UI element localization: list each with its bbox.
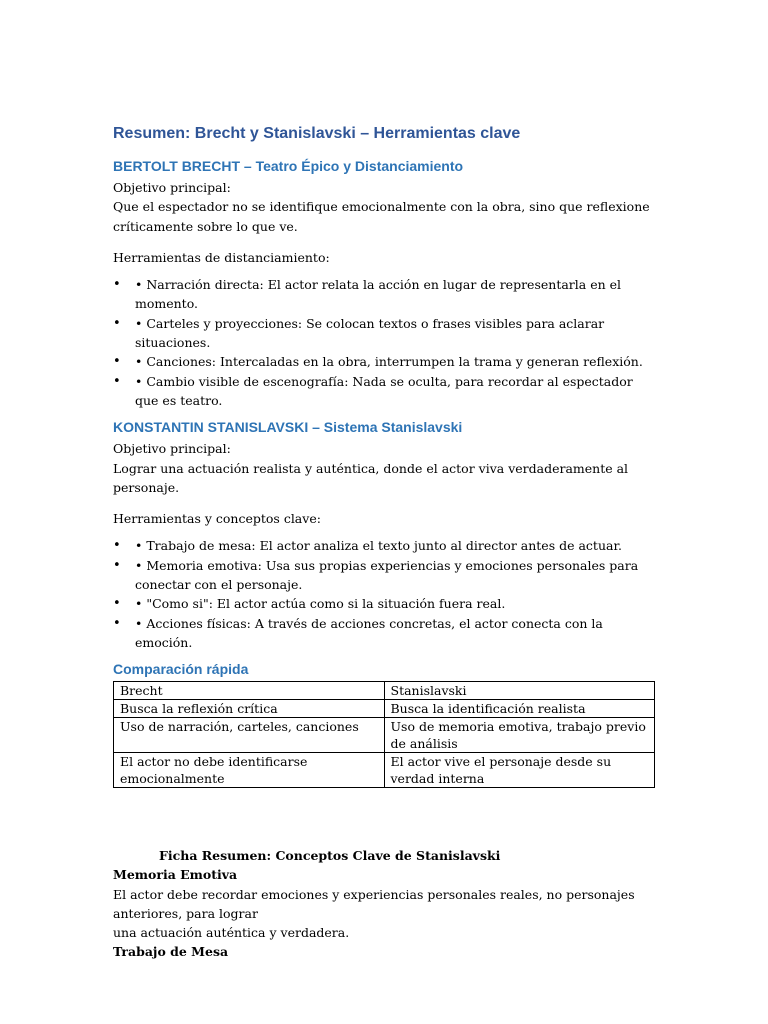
brecht-heading: BERTOLT BRECHT – Teatro Épico y Distanciamiento — [113, 158, 464, 174]
table-cell: Busca la reflexión crítica — [114, 700, 385, 718]
list-item: • • "Como si": El actor actúa como si la situación fuera real. — [113, 594, 653, 613]
stanislavski-objective-label: Objetivo principal: — [113, 441, 231, 457]
brecht-objective-text: Que el espectador no se identifique emocionalmente con la obra, sino que reflexione críticamente sobre lo que ve. — [113, 199, 650, 234]
table-row — [114, 718, 655, 753]
list-item: • • Cambio visible de escenografía: Nada se oculta, para recordar al espectador que es teatro. — [113, 372, 653, 411]
table-cell: Busca la identificación realista — [384, 700, 655, 718]
table-cell: El actor vive el personaje desde su verdad interna — [384, 753, 655, 788]
stanislavski-objective-text: Lograr una actuación realista y auténtica, donde el actor viva verdaderamente al personaje. — [113, 460, 629, 495]
table-cell: Brecht — [114, 682, 385, 700]
comparison-table — [113, 681, 655, 788]
comparison-heading: Comparación rápida — [113, 661, 249, 678]
document-content — [113, 124, 653, 962]
list-item: • • Carteles y proyecciones: Se colocan textos o frases visibles para aclarar situaciones. — [113, 314, 653, 353]
brecht-tools-list — [113, 275, 653, 410]
table-cell: Uso de memoria emotiva, trabajo previo de análisis — [384, 718, 655, 753]
stanislavski-tools-label: Herramientas y conceptos clave: — [113, 511, 321, 527]
ficha-title: Ficha Resumen: Conceptos Clave de Stanislavski — [159, 848, 501, 864]
memoria-emotiva-line-2: una actuación auténtica y verdadera. — [113, 925, 350, 941]
table-row — [114, 682, 655, 700]
brecht-tools-label: Herramientas de distanciamiento: — [113, 249, 330, 265]
list-item: • • Trabajo de mesa: El actor analiza el texto junto al director antes de actuar. — [113, 536, 653, 555]
list-item: • • Acciones físicas: A través de acciones concretas, el actor conecta con la emoción. — [113, 614, 653, 653]
stanislavski-heading: KONSTANTIN STANISLAVSKI – Sistema Stanislavski — [113, 419, 463, 436]
stanislavski-tools-list — [113, 536, 653, 652]
trabajo-de-mesa-heading: Trabajo de Mesa — [113, 944, 229, 960]
list-item: • • Canciones: Intercaladas en la obra, interrumpen la trama y generan reflexión. — [113, 352, 653, 371]
table-row — [114, 700, 655, 718]
list-item: • • Memoria emotiva: Usa sus propias experiencias y emociones personales para conectar con el personaje. — [113, 556, 653, 595]
table-cell: El actor no debe identificarse emocionalmente — [114, 753, 385, 788]
list-item: • • Narración directa: El actor relata la acción en lugar de representarla en el momento. — [113, 275, 653, 314]
brecht-objective-label: Objetivo principal: — [113, 180, 231, 195]
table-row — [114, 753, 655, 788]
table-cell: Uso de narración, carteles, canciones — [114, 718, 385, 753]
memoria-emotiva-line-1: El actor debe recordar emociones y experiencias personales reales, no personajes anteriores, para lograr — [113, 886, 635, 921]
memoria-emotiva-heading: Memoria Emotiva — [113, 867, 238, 883]
document-title: Resumen: Brecht y Stanislavski – Herramientas clave — [113, 125, 521, 142]
table-cell: Stanislavski — [384, 682, 655, 700]
